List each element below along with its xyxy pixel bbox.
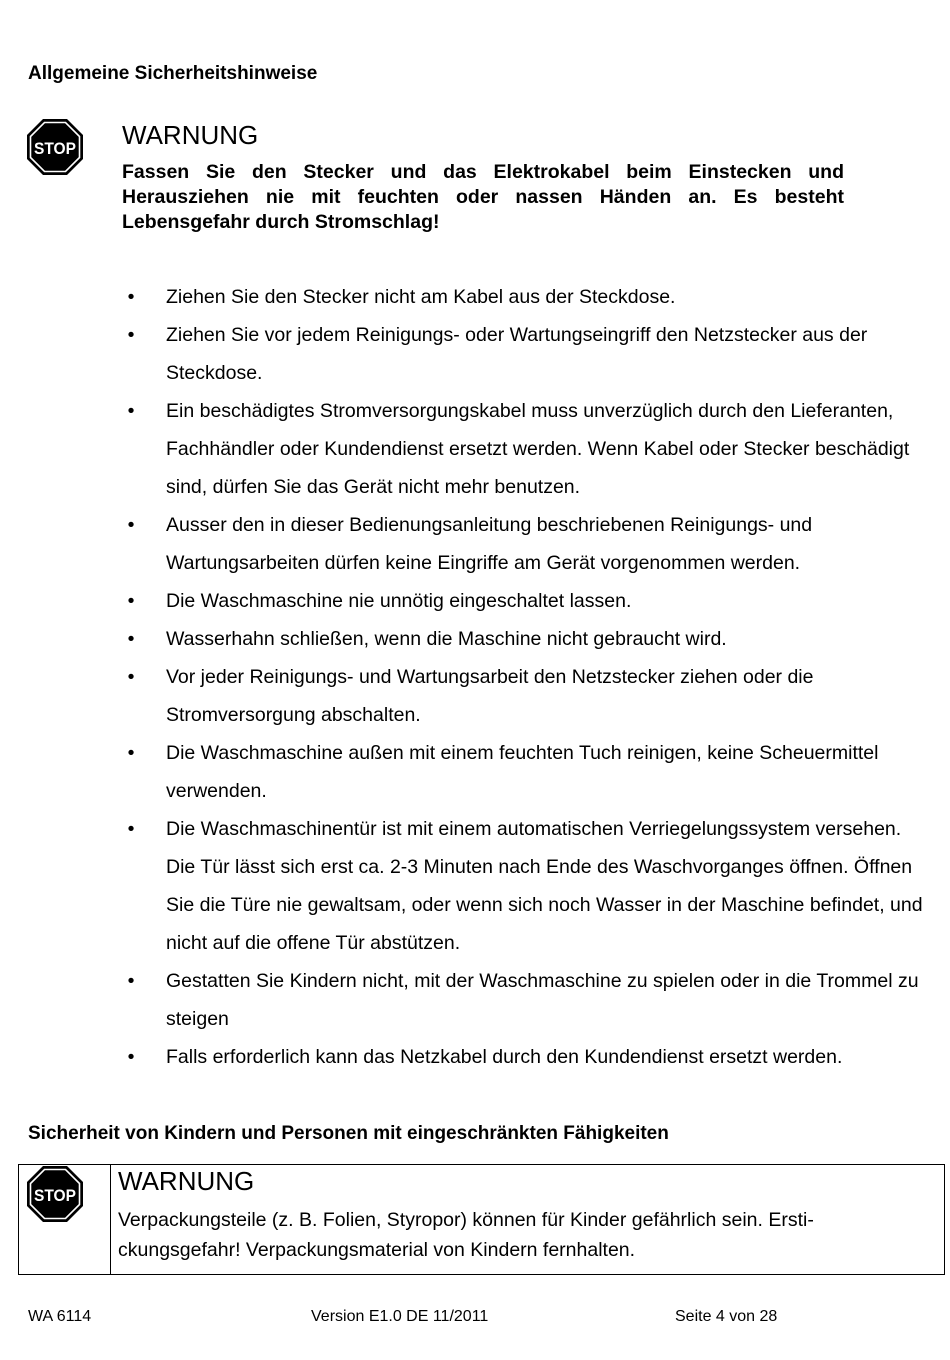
list-item	[0, 582, 930, 620]
bullet-marker: •	[127, 514, 135, 536]
warning-text-packaging: Verpackungsteile (z. B. Folien, Styropor) können für Kinder gefährlich sein. Erstickungsgefahr! Verpackungsmaterial von Kindern fernhalten.	[118, 1209, 814, 1261]
list-item-text: Vor jeder Reinigungs- und Wartungsarbeit den Netzstecker ziehen oder die Stromversorgung abschalten.	[166, 666, 814, 726]
warning-text-electric-shock: Fassen Sie den Stecker und das Elektrokabel beim Einstecken und Herausziehen nie mit feuchten oder nassen Händen an. Es besteht Lebensgefahr durch Stromschlag!	[122, 161, 844, 233]
list-item-text: Ausser den in dieser Bedienungsanleitung beschriebenen Reinigungs- und Wartungsarbeiten dürfen keine Eingriffe am Gerät vorgenommen werden.	[166, 514, 813, 574]
bullet-marker: •	[127, 400, 135, 422]
section-title-general-safety: Allgemeine Sicherheitshinweise	[28, 63, 318, 84]
list-item-text: Die Waschmaschine nie unnötig eingeschaltet lassen.	[166, 590, 632, 612]
list-item-text: Wasserhahn schließen, wenn die Maschine nicht gebraucht wird.	[166, 628, 727, 650]
bullet-marker: •	[127, 818, 135, 840]
warning-title: WARNUNG	[122, 120, 259, 150]
bullet-marker: •	[127, 286, 135, 308]
list-item	[0, 962, 930, 1038]
list-item	[0, 506, 930, 582]
list-item	[0, 620, 930, 658]
list-item	[0, 658, 930, 734]
table-divider	[110, 1165, 111, 1274]
list-item-text: Die Waschmaschine außen mit einem feuchten Tuch reinigen, keine Scheuermittel verwenden.	[166, 742, 879, 802]
footer-model: WA 6114	[28, 1308, 92, 1325]
list-item-text: Ziehen Sie den Stecker nicht am Kabel aus der Steckdose.	[166, 286, 676, 308]
stop-sign-icon	[26, 1165, 84, 1223]
section-title-child-safety: Sicherheit von Kindern und Personen mit eingeschränkten Fähigkeiten	[28, 1123, 669, 1144]
list-item	[0, 1038, 930, 1076]
list-item-text: Falls erforderlich kann das Netzkabel durch den Kundendienst ersetzt werden.	[166, 1046, 843, 1068]
warning-title: WARNUNG	[118, 1166, 255, 1196]
bullet-marker: •	[127, 970, 135, 992]
bullet-marker: •	[127, 324, 135, 346]
stop-sign-icon	[26, 118, 84, 176]
list-item	[0, 278, 930, 316]
bullet-marker: •	[127, 628, 135, 650]
list-item	[0, 316, 930, 392]
list-item-text: Die Waschmaschinentür ist mit einem automatischen Verriegelungssystem versehen. Die Tür lässt sich erst ca. 2-3 Minuten nach Ende des Waschvorganges öffnen. Öffnen Sie die Türe nie gewaltsam, oder wenn sich noch Wasser in der Maschine befindet, und nicht auf die offene Tür abstützen.	[166, 818, 923, 954]
safety-instructions-list	[0, 278, 930, 1076]
bullet-marker: •	[127, 1046, 135, 1068]
list-item	[0, 734, 930, 810]
list-item-text: Ein beschädigtes Stromversorgungskabel muss unverzüglich durch den Lieferanten, Fachhändler oder Kundendienst ersetzt werden. Wenn Kabel oder Stecker beschädigt sind, dürfen Sie das Gerät nicht mehr benutzen.	[166, 400, 910, 498]
bullet-marker: •	[127, 590, 135, 612]
list-item	[0, 392, 930, 506]
bullet-marker: •	[127, 742, 135, 764]
list-item	[0, 810, 930, 962]
footer-page-number: Seite 4 von 28	[675, 1308, 778, 1325]
stop-sign-text: STOP	[34, 139, 76, 158]
footer-version: Version E1.0 DE 11/2011	[311, 1308, 489, 1325]
list-item-text: Ziehen Sie vor jedem Reinigungs- oder Wartungseingriff den Netzstecker aus der Steckdose.	[166, 324, 868, 384]
bullet-marker: •	[127, 666, 135, 688]
list-item-text: Gestatten Sie Kindern nicht, mit der Waschmaschine zu spielen oder in die Trommel zu steigen	[166, 970, 919, 1030]
stop-sign-text: STOP	[34, 1186, 76, 1205]
